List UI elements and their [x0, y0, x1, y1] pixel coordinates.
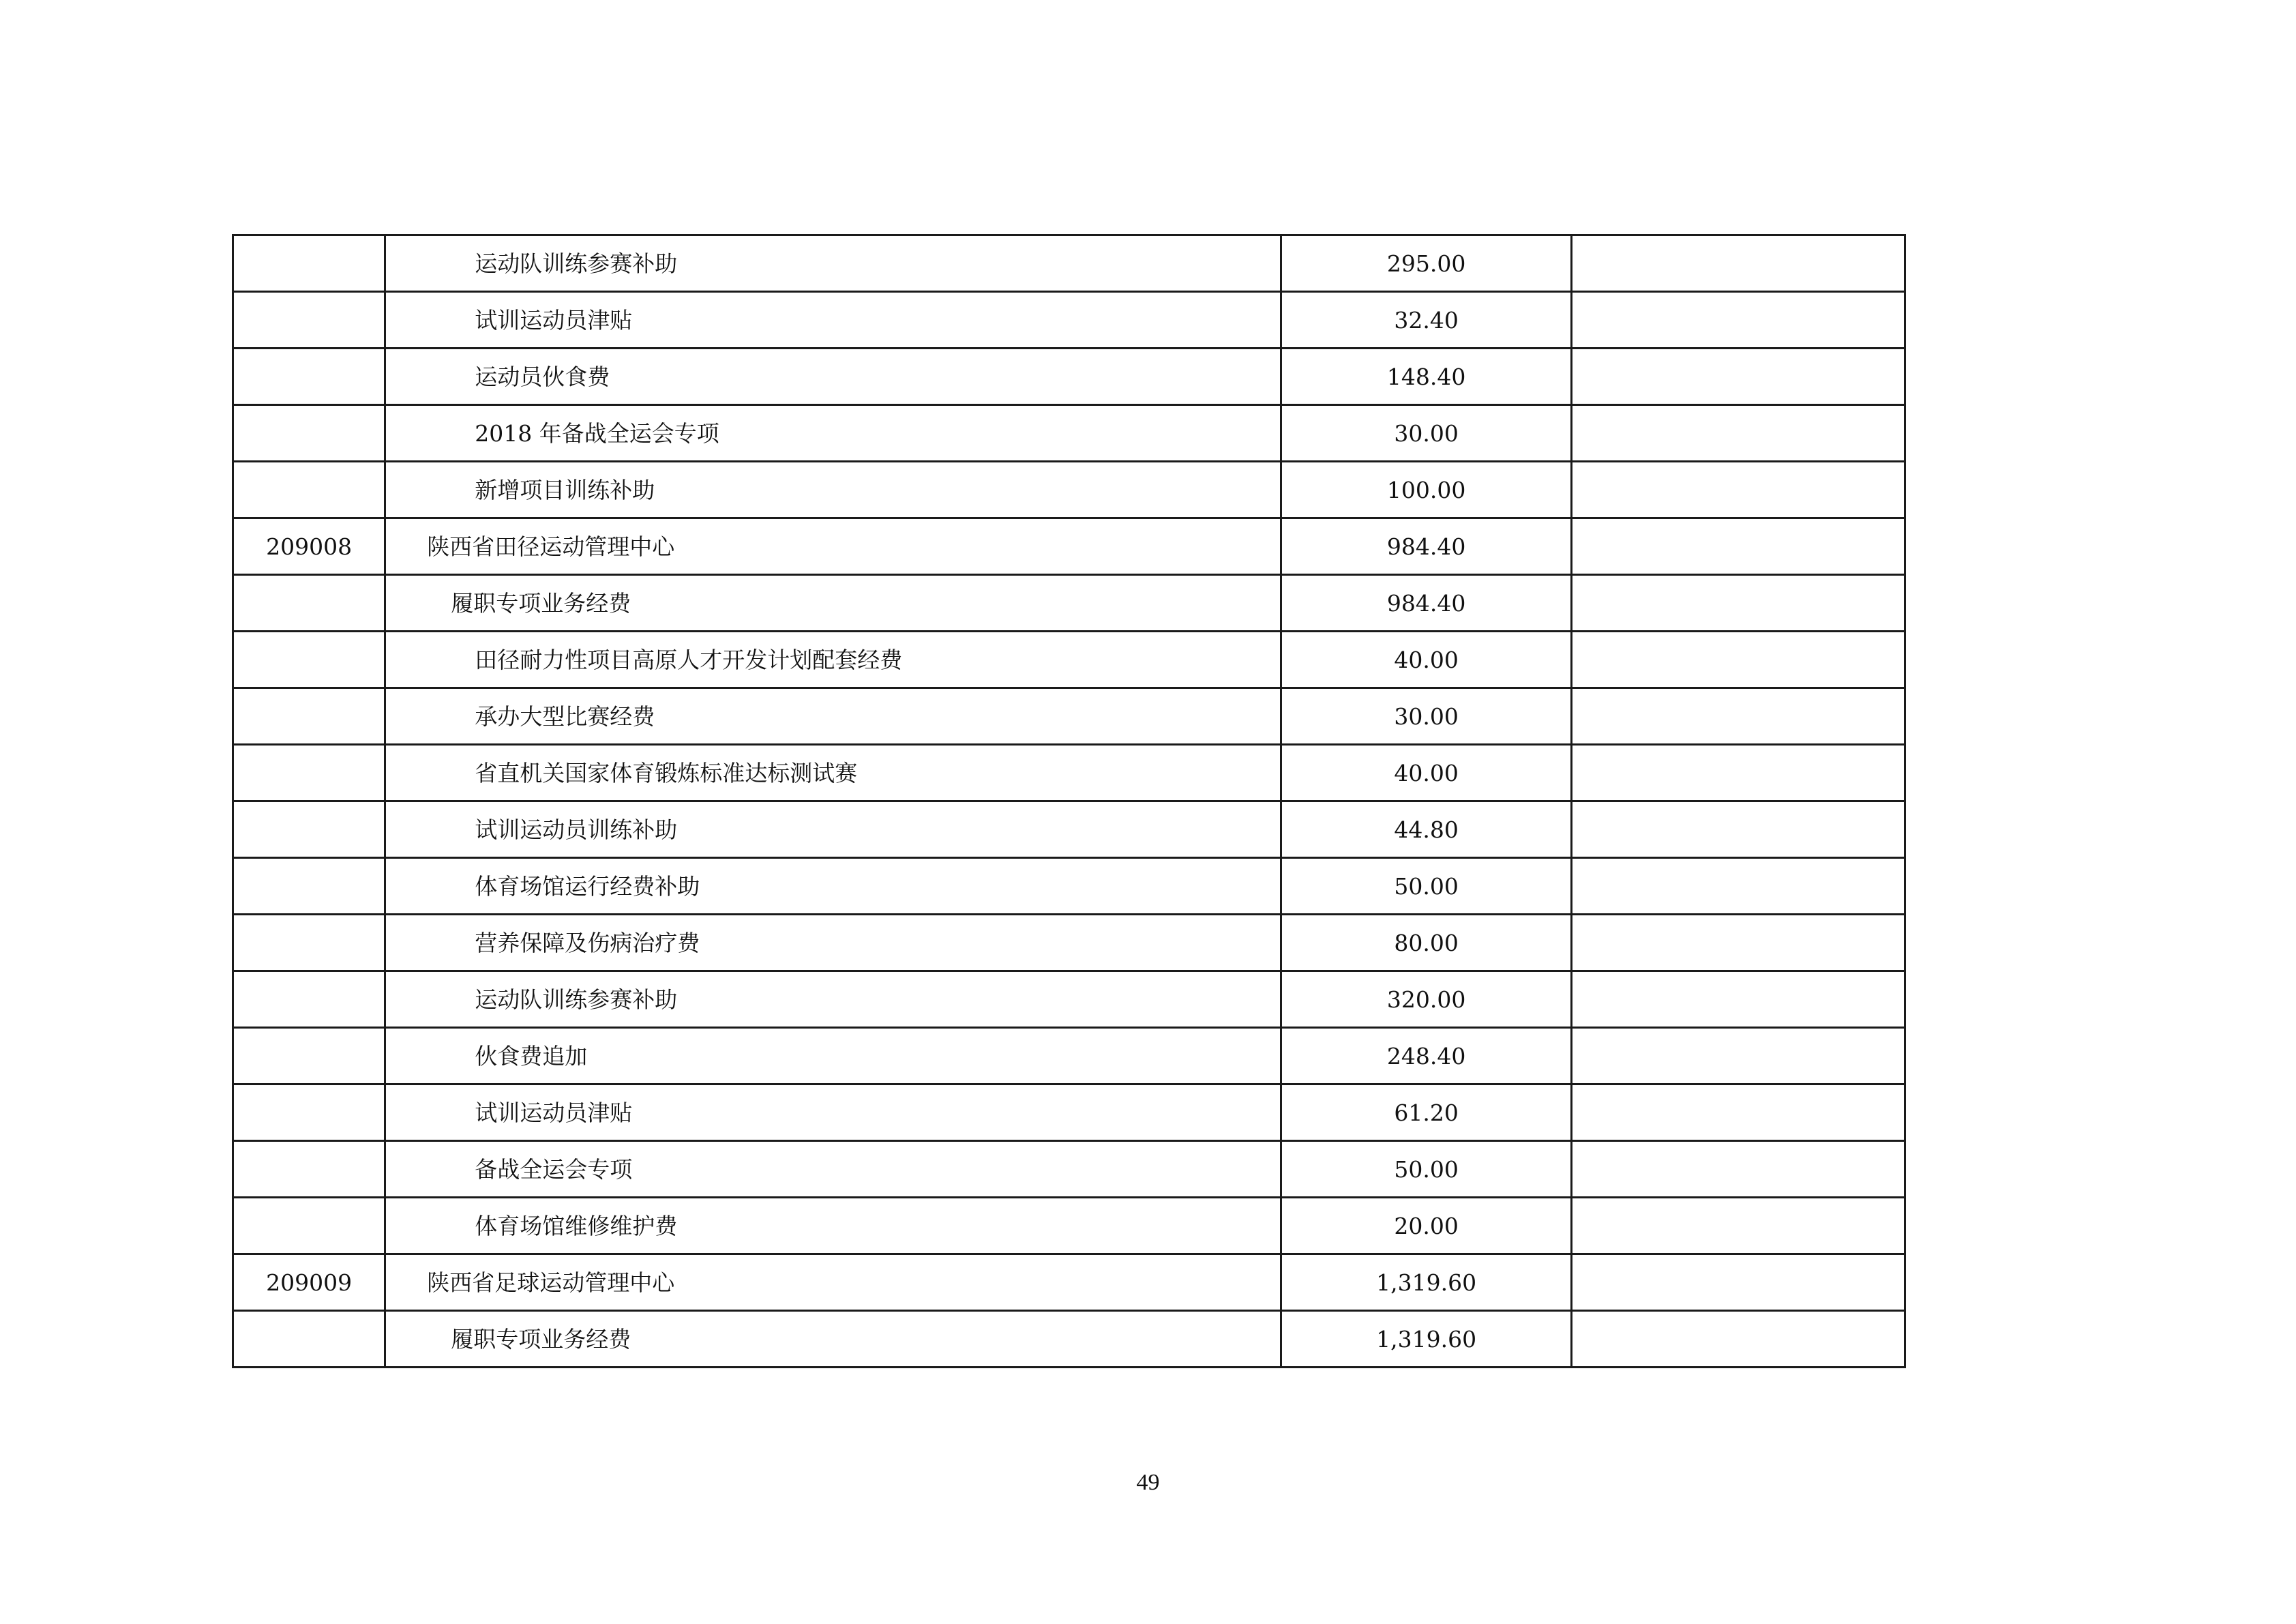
cell-code	[233, 292, 385, 349]
item-name: 陕西省足球运动管理中心	[427, 1269, 675, 1296]
page-number: 49	[1136, 1470, 1160, 1495]
cell-code	[233, 1311, 385, 1368]
cell-amount: 50.00	[1281, 1141, 1572, 1198]
cell-code: 209009	[233, 1254, 385, 1311]
item-name: 体育场馆维修维护费	[475, 1212, 678, 1239]
table-row	[233, 235, 1905, 292]
cell-amount: 40.00	[1281, 632, 1572, 688]
cell-name	[385, 801, 1281, 858]
cell-note	[1572, 971, 1905, 1028]
table-row	[233, 1198, 1905, 1254]
cell-note	[1572, 1028, 1905, 1084]
table-row	[233, 1028, 1905, 1084]
table-row	[233, 745, 1905, 801]
cell-amount: 248.40	[1281, 1028, 1572, 1084]
table-row	[233, 292, 1905, 349]
cell-amount: 320.00	[1281, 971, 1572, 1028]
cell-amount: 44.80	[1281, 801, 1572, 858]
table-row	[233, 1141, 1905, 1198]
cell-amount: 32.40	[1281, 292, 1572, 349]
cell-note	[1572, 688, 1905, 745]
item-name: 承办大型比赛经费	[475, 703, 655, 730]
cell-note	[1572, 405, 1905, 462]
item-name: 体育场馆运行经费补助	[475, 872, 700, 900]
table-row	[233, 518, 1905, 575]
cell-name	[385, 1141, 1281, 1198]
cell-amount: 61.20	[1281, 1084, 1572, 1141]
item-name: 备战全运会专项	[475, 1155, 633, 1183]
cell-code	[233, 575, 385, 632]
table-row	[233, 405, 1905, 462]
cell-note	[1572, 518, 1905, 575]
cell-code	[233, 915, 385, 971]
cell-code	[233, 801, 385, 858]
cell-amount: 30.00	[1281, 405, 1572, 462]
cell-amount: 984.40	[1281, 518, 1572, 575]
cell-name	[385, 349, 1281, 405]
cell-note	[1572, 292, 1905, 349]
item-name: 试训运动员训练补助	[475, 816, 678, 843]
cell-name	[385, 915, 1281, 971]
cell-code	[233, 632, 385, 688]
cell-name	[385, 1254, 1281, 1311]
item-name: 2018 年备战全运会专项	[475, 419, 719, 447]
cell-name	[385, 971, 1281, 1028]
cell-name	[385, 235, 1281, 292]
cell-code	[233, 971, 385, 1028]
cell-note	[1572, 801, 1905, 858]
item-name: 试训运动员津贴	[475, 306, 633, 334]
item-name: 伙食费追加	[475, 1042, 588, 1069]
cell-amount: 20.00	[1281, 1198, 1572, 1254]
cell-amount: 148.40	[1281, 349, 1572, 405]
cell-code	[233, 688, 385, 745]
cell-amount: 50.00	[1281, 858, 1572, 915]
cell-name	[385, 405, 1281, 462]
cell-amount: 100.00	[1281, 462, 1572, 518]
item-name: 运动员伙食费	[475, 363, 610, 390]
table-row	[233, 801, 1905, 858]
cell-code	[233, 462, 385, 518]
cell-code	[233, 1141, 385, 1198]
item-name: 运动队训练参赛补助	[475, 986, 678, 1013]
cell-note	[1572, 235, 1905, 292]
cell-code	[233, 858, 385, 915]
table-row	[233, 971, 1905, 1028]
cell-note	[1572, 632, 1905, 688]
table-row	[233, 462, 1905, 518]
cell-note	[1572, 915, 1905, 971]
table-row	[233, 1084, 1905, 1141]
cell-code	[233, 349, 385, 405]
cell-note	[1572, 349, 1905, 405]
item-name: 履职专项业务经费	[451, 1325, 631, 1353]
table-row	[233, 575, 1905, 632]
cell-name	[385, 688, 1281, 745]
cell-amount: 1,319.60	[1281, 1311, 1572, 1368]
cell-note	[1572, 462, 1905, 518]
cell-note	[1572, 1198, 1905, 1254]
item-name: 试训运动员津贴	[475, 1099, 633, 1126]
item-name: 运动队训练参赛补助	[475, 250, 678, 277]
cell-name	[385, 1198, 1281, 1254]
table-row	[233, 349, 1905, 405]
table-row	[233, 915, 1905, 971]
budget-table	[232, 234, 1906, 1368]
cell-name	[385, 858, 1281, 915]
table-row	[233, 688, 1905, 745]
cell-code	[233, 745, 385, 801]
cell-name	[385, 575, 1281, 632]
cell-code: 209008	[233, 518, 385, 575]
table-row	[233, 1311, 1905, 1368]
cell-name	[385, 462, 1281, 518]
cell-amount: 984.40	[1281, 575, 1572, 632]
cell-note	[1572, 1311, 1905, 1368]
cell-amount: 30.00	[1281, 688, 1572, 745]
cell-note	[1572, 858, 1905, 915]
cell-note	[1572, 1084, 1905, 1141]
cell-name	[385, 1084, 1281, 1141]
cell-amount: 295.00	[1281, 235, 1572, 292]
table-row	[233, 1254, 1905, 1311]
table-body	[233, 235, 1905, 1368]
cell-note	[1572, 575, 1905, 632]
item-name: 田径耐力性项目高原人才开发计划配套经费	[475, 646, 903, 673]
cell-code	[233, 1028, 385, 1084]
cell-code	[233, 405, 385, 462]
cell-name	[385, 1311, 1281, 1368]
cell-amount: 80.00	[1281, 915, 1572, 971]
cell-name	[385, 632, 1281, 688]
cell-name	[385, 292, 1281, 349]
cell-name	[385, 1028, 1281, 1084]
item-name: 陕西省田径运动管理中心	[427, 533, 675, 560]
cell-name	[385, 745, 1281, 801]
cell-amount: 40.00	[1281, 745, 1572, 801]
cell-code	[233, 1198, 385, 1254]
cell-code	[233, 235, 385, 292]
item-name: 省直机关国家体育锻炼标准达标测试赛	[475, 759, 858, 786]
table-row	[233, 632, 1905, 688]
cell-code	[233, 1084, 385, 1141]
cell-name	[385, 518, 1281, 575]
cell-amount: 1,319.60	[1281, 1254, 1572, 1311]
item-name: 新增项目训练补助	[475, 476, 655, 503]
cell-note	[1572, 1254, 1905, 1311]
table-row	[233, 858, 1905, 915]
item-name: 营养保障及伤病治疗费	[475, 929, 700, 956]
item-name: 履职专项业务经费	[451, 589, 631, 617]
cell-note	[1572, 1141, 1905, 1198]
cell-note	[1572, 745, 1905, 801]
